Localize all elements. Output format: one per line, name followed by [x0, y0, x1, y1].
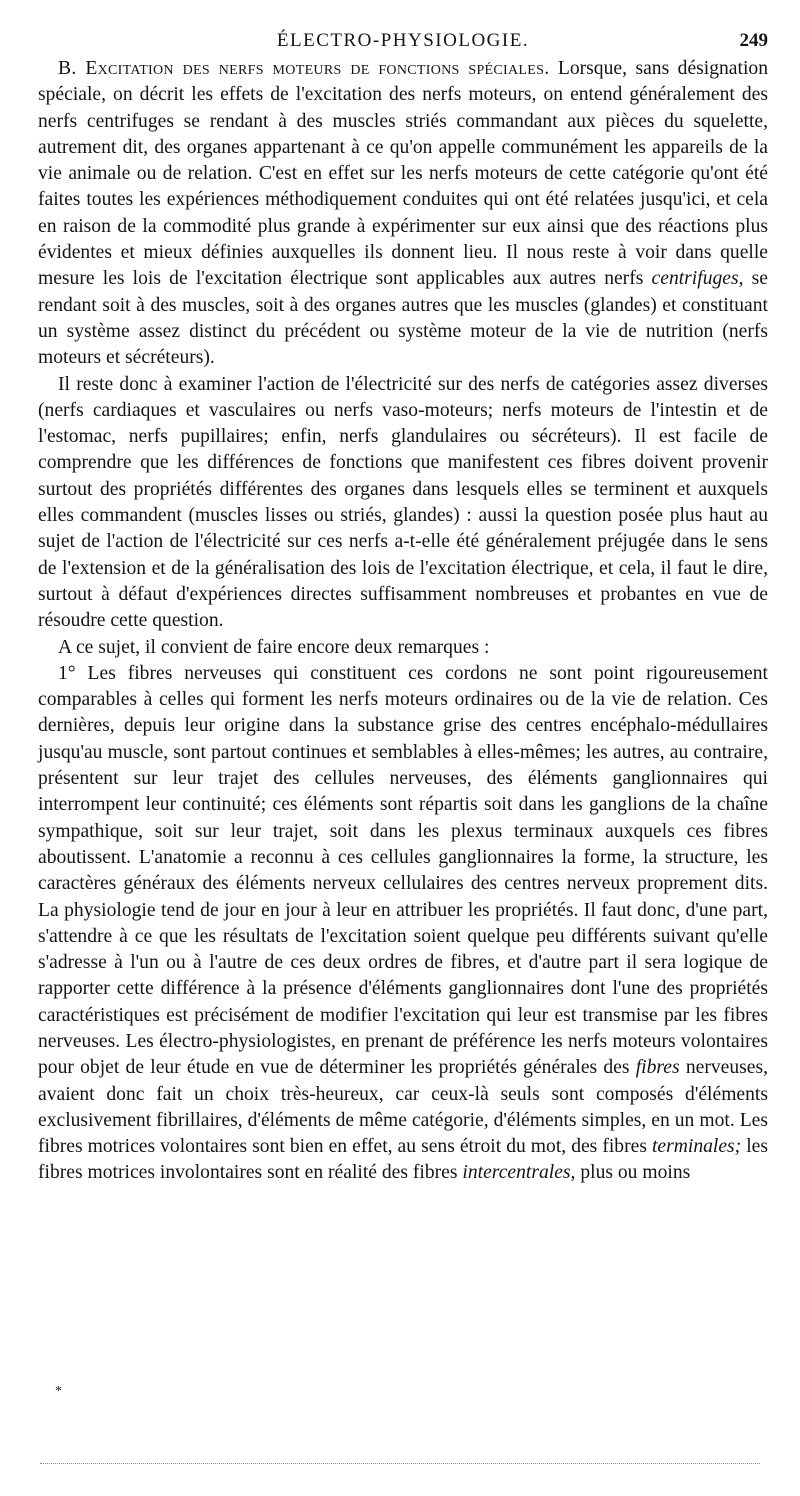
- paragraph-text: A ce sujet, il convient de faire encore deux remarques :: [58, 636, 490, 658]
- running-title: ÉLECTRO-PHYSIOLOGIE.: [276, 30, 530, 51]
- book-page: [38, 22, 768, 1187]
- bottom-dotted-rule: [40, 1463, 760, 1464]
- paragraph-text: 1° Les fibres nerveuses qui constituent ces cordons ne sont point rigoureusement comparables à celles qui forment les nerfs moteurs ordinaires ou de la vie de relation. Ces dernières, depuis leur origine dans la substance grise des centres encéphalo-médullaires jusqu'au muscle, sont partout continues et semblables à elles-mêmes; les autres, au contraire, présentent sur leur trajet des cellules nerveuses, des éléments ganglionnaires qui interrompent leur continuité; ces éléments sont répartis soit dans les ganglions de la chaîne sympathique, soit sur leur trajet, soit dans les plexus terminaux auxquels ces fibres aboutissent. L'anatomie a reconnu à ces cellules ganglionnaires la forme, la structure, les caractères généraux des éléments nerveux cellulaires des centres nerveux proprement dits. La physiologie tend de jour en jour à leur en attribuer les propriétés. Il faut donc, d'une part, s'attendre à ce que les résultats de l'excitation soient quelque peu différents suivant qu'elle s'adresse à l'un ou à l'autre de ces deux ordres de fibres, et d'autre part il sera logique de rapporter cette différence à la présence d'éléments ganglionnaires dont l'une des propriétés caractéristiques est précisément de modifier l'excitation qui leur est transmise par les fibres nerveuses. Les électro-physiologistes, en prenant de préférence les nerfs moteurs volontaires pour objet de leur étude en vue de déterminer les propriétés générales des: [38, 662, 768, 1079]
- paragraph-2: [38, 372, 768, 635]
- paragraph-text: , se rendant soit à des muscles, soit à des organes autres que les muscles (glandes) et constituant un système assez distinct du précédent ou système moteur de la vie de nutrition (nerfs moteurs et sécréteurs).: [38, 268, 769, 369]
- italic-term: terminales;: [651, 1136, 742, 1158]
- paragraph-3: [38, 635, 768, 661]
- paragraph-section-b: [38, 56, 768, 372]
- italic-term: centrifuges: [651, 268, 739, 290]
- paragraph-text: Lorsque, sans désignation spéciale, on décrit les effets de l'excitation des nerfs moteurs, on entend généralement des nerfs centrifuges se rendant à des muscles striés commandant aux pièces du squelette, autrement dit, des organes appartenant à ce qu'on appelle communément les appareils de la vie animale ou de relation. C'est en effet sur les nerfs moteurs de cette catégorie qu'ont été faites toutes les expériences méthodiquement conduites qui ont été relatées jusqu'ici, et cela en raison de la commodité plus grande à expérimenter sur eux ainsi que des réactions plus évidentes et mieux définies auxquelles ils donnent lieu. Il nous reste à voir dans quelle mesure les lois de l'excitation électrique sont applicables aux autres nerfs: [38, 58, 768, 290]
- running-header: [38, 22, 768, 56]
- page-number: 249: [739, 30, 768, 51]
- italic-term: fibres: [635, 1057, 680, 1079]
- margin-ink-mark: *: [55, 1384, 62, 1399]
- body-text: [38, 56, 768, 1187]
- section-heading: B. Excitation des nerfs moteurs de fonctions spéciales.: [58, 58, 550, 79]
- italic-term: intercentrales,: [462, 1162, 576, 1184]
- paragraph-text: plus ou moins: [580, 1162, 691, 1184]
- paragraph-text: les fibres motrices involontaires sont en réalité des fibres: [38, 1136, 768, 1184]
- paragraph-4: [38, 661, 768, 1187]
- paragraph-text: nerveuses, avaient donc fait un choix très-heureux, car ceux-là seuls sont composés d'éléments exclusivement fibrillaires, d'éléments de même catégorie, d'éléments simples, en un mot. Les fibres motrices volontaires sont bien en effet, au sens étroit du mot, des fibres: [38, 1057, 769, 1158]
- paragraph-text: Il reste donc à examiner l'action de l'électricité sur des nerfs de catégories assez diverses (nerfs cardiaques et vasculaires ou nerfs vaso-moteurs; nerfs moteurs de l'intestin et de l'estomac, nerfs pupillaires; enfin, nerfs glandulaires ou sécréteurs). Il est facile de comprendre que les différences de fonctions que manifestent ces fibres doivent provenir surtout des propriétés différentes des organes dans lesquels elles se terminent et auxquels elles commandent (muscles lisses ou striés, glandes) : aussi la question posée plus haut au sujet de l'action de l'électricité sur ces nerfs a-t-elle été généralement préjugée dans le sens de l'extension et de la généralisation des lois de l'excitation électrique, et cela, il faut le dire, surtout à défaut d'expériences directes suffisamment nombreuses et probantes en vue de résoudre cette question.: [38, 373, 768, 632]
